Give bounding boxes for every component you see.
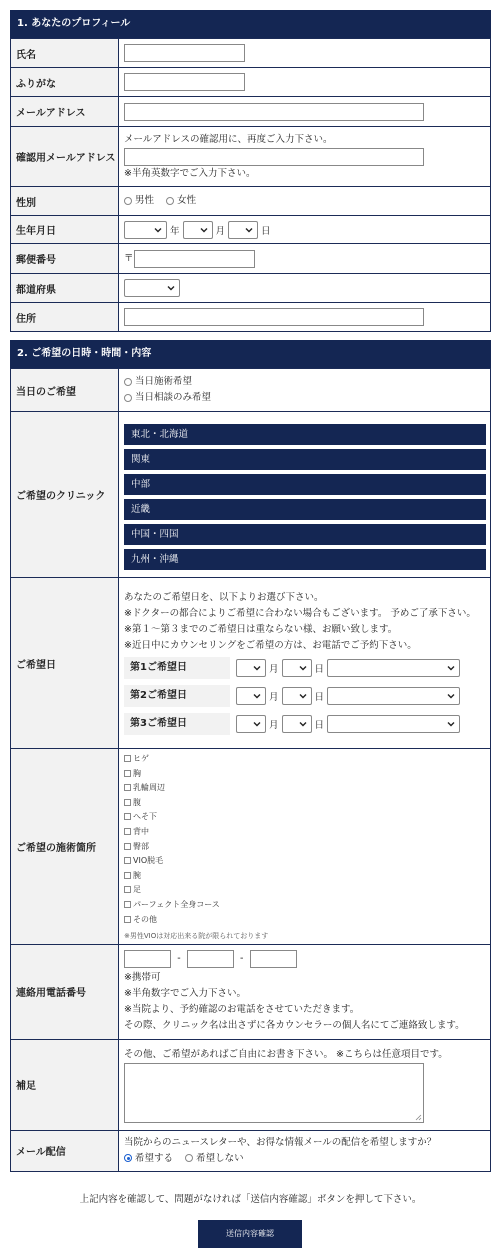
- chevron-down-icon: [166, 283, 176, 293]
- reservation-heading: 2. ご希望の日時・時間・内容: [10, 340, 491, 368]
- region-kyushu-okinawa[interactable]: 九州・沖縄: [124, 549, 486, 570]
- email-confirm-note2: ※半角英数字でご入力下さい。: [124, 167, 256, 179]
- chevron-down-icon: [446, 691, 456, 701]
- chevron-down-icon: [244, 225, 254, 235]
- date1-month-select[interactable]: [236, 659, 266, 677]
- date-row-2: [124, 682, 490, 710]
- area-checkbox[interactable]: [124, 857, 131, 864]
- day-unit: 日: [314, 720, 325, 731]
- phone-dash: -: [240, 953, 244, 965]
- date3-month-select[interactable]: [236, 715, 266, 733]
- date1-day-select[interactable]: [282, 659, 312, 677]
- year-unit: 年: [170, 225, 180, 237]
- area-item: [124, 825, 490, 840]
- profile-section: [10, 10, 491, 332]
- area-text: 腹: [133, 797, 141, 807]
- gender-female-radio[interactable]: [166, 197, 174, 205]
- reservation-section: [10, 340, 491, 1172]
- remarks-label: 補足: [11, 1039, 119, 1130]
- date2-day-select[interactable]: [282, 687, 312, 705]
- sameday-treatment-radio[interactable]: [124, 378, 132, 386]
- area-text: パーフェクト全身コース: [133, 899, 220, 909]
- date2-month-select[interactable]: [236, 687, 266, 705]
- area-checkbox[interactable]: [124, 916, 131, 923]
- area-note: ※男性VIOは対応出来る院が限られております: [124, 932, 269, 941]
- area-checkbox[interactable]: [124, 843, 131, 850]
- chevron-down-icon: [199, 225, 209, 235]
- area-checkbox[interactable]: [124, 828, 131, 835]
- chevron-down-icon: [298, 663, 308, 673]
- date-row-3: [124, 710, 490, 738]
- area-text: 臀部: [133, 841, 149, 851]
- profile-heading: 1. あなたのプロフィール: [10, 10, 491, 38]
- area-checkbox[interactable]: [124, 901, 131, 908]
- chevron-down-icon: [298, 719, 308, 729]
- mail-question: 当院からのニュースレターや、お得な情報メールの配信を希望しますか？: [124, 1136, 437, 1148]
- date-row-1: [124, 654, 490, 682]
- area-text: その他: [133, 914, 157, 924]
- sameday-opt2-text: 当日相談のみ希望: [135, 392, 212, 403]
- area-item: [124, 854, 490, 869]
- area-checkbox[interactable]: [124, 799, 131, 806]
- mail-yes-radio[interactable]: [124, 1154, 132, 1162]
- pref-select[interactable]: [124, 279, 180, 297]
- day-unit: 日: [314, 664, 325, 675]
- name-input[interactable]: [124, 44, 245, 62]
- reservation-table: [10, 368, 491, 1172]
- clinic-label: ご希望のクリニック: [11, 412, 119, 578]
- area-item: [124, 767, 490, 782]
- confirm-instruction: 上記内容を確認して、問題がなければ「送信内容確認」ボタンを押して下さい。: [79, 1194, 422, 1205]
- date-row-label: 第1ご希望日: [124, 657, 230, 679]
- gender-female-text: 女性: [177, 195, 197, 206]
- birth-label: 生年月日: [11, 216, 119, 244]
- area-item: [124, 752, 490, 767]
- area-item: [124, 869, 490, 884]
- phone-note: ※携帯可: [124, 971, 161, 983]
- date-note: ※第１～第３までのご希望日は重ならない様、お願い致します。: [124, 624, 398, 635]
- phone-dash: -: [177, 953, 181, 965]
- region-tohoku-hokkaido[interactable]: 東北・北海道: [124, 424, 486, 445]
- area-text: 足: [133, 885, 141, 895]
- phone-note: その際、クリニック名は出さずに各カウンセラーの個人名にてご連絡致します。: [124, 1019, 465, 1031]
- email-confirm-input[interactable]: [124, 148, 424, 166]
- chevron-down-icon: [252, 663, 262, 673]
- birth-day-select[interactable]: [228, 221, 258, 239]
- date3-time-select[interactable]: [327, 715, 460, 733]
- gender-male-radio[interactable]: [124, 197, 132, 205]
- date3-day-select[interactable]: [282, 715, 312, 733]
- area-checkbox[interactable]: [124, 784, 131, 791]
- area-item: [124, 781, 490, 796]
- chevron-down-icon: [252, 691, 262, 701]
- kana-input[interactable]: [124, 73, 245, 91]
- resize-handle-icon[interactable]: [415, 1114, 422, 1121]
- mail-no-text: 希望しない: [196, 1152, 244, 1164]
- date-note: あなたのご希望日を、以下よりお選び下さい。: [124, 592, 324, 603]
- area-item: [124, 796, 490, 811]
- region-chugoku-shikoku[interactable]: 中国・四国: [124, 524, 486, 545]
- sameday-consult-radio[interactable]: [124, 394, 132, 402]
- area-checkbox[interactable]: [124, 770, 131, 777]
- day-unit: 日: [314, 692, 325, 703]
- submit-confirm-button[interactable]: 送信内容確認: [198, 1220, 302, 1248]
- region-chubu[interactable]: 中部: [124, 474, 486, 495]
- remarks-textarea[interactable]: [124, 1063, 424, 1123]
- area-text: VIO脱毛: [133, 856, 164, 866]
- email-confirm-label: 確認用メールアドレス: [11, 127, 119, 187]
- address-input[interactable]: [124, 308, 424, 326]
- area-text: 背中: [133, 826, 149, 836]
- mail-label: メール配信: [11, 1130, 119, 1171]
- mail-no-radio[interactable]: [185, 1154, 193, 1162]
- area-text: 胸: [133, 768, 141, 778]
- date1-time-select[interactable]: [327, 659, 460, 677]
- email-confirm-note: メールアドレスの確認用に、再度ご入力下さい。: [124, 133, 333, 145]
- sameday-opt1-text: 当日施術希望: [135, 376, 193, 387]
- phone-input-1[interactable]: [124, 950, 171, 968]
- chevron-down-icon: [153, 225, 163, 235]
- chevron-down-icon: [298, 691, 308, 701]
- area-item: [124, 883, 490, 898]
- name-label: 氏名: [11, 39, 119, 68]
- pref-label: 都道府県: [11, 274, 119, 303]
- chevron-down-icon: [252, 719, 262, 729]
- phone-input-2[interactable]: [187, 950, 234, 968]
- postal-input[interactable]: [134, 250, 255, 268]
- email-input[interactable]: [124, 103, 424, 121]
- month-unit: 月: [269, 664, 279, 675]
- month-unit: 月: [269, 720, 279, 731]
- kana-label: ふりがな: [11, 68, 119, 97]
- day-unit: 日: [261, 225, 271, 237]
- gender-male-text: 男性: [135, 195, 155, 206]
- phone-note: ※半角数字でご入力下さい。: [124, 987, 246, 999]
- phone-label: 連絡用電話番号: [11, 944, 119, 1039]
- area-checkbox[interactable]: [124, 813, 131, 820]
- postal-label: 郵便番号: [11, 244, 119, 274]
- profile-table: [10, 38, 491, 332]
- date-note: ※近日中にカウンセリングをご希望の方は、お電話でご予約下さい。: [124, 640, 417, 651]
- birth-month-select[interactable]: [183, 221, 213, 239]
- chevron-down-icon: [446, 663, 456, 673]
- chevron-down-icon: [446, 719, 456, 729]
- address-label: 住所: [11, 303, 119, 332]
- area-item: [124, 840, 490, 855]
- email-label: メールアドレス: [11, 97, 119, 127]
- area-item: [124, 913, 490, 928]
- date-row-label: 第3ご希望日: [124, 713, 230, 735]
- area-text: ヒゲ: [133, 754, 149, 763]
- area-checkbox[interactable]: [124, 755, 131, 762]
- month-unit: 月: [215, 225, 226, 237]
- mail-yes-text: 希望する: [135, 1152, 174, 1164]
- area-checkbox[interactable]: [124, 886, 131, 893]
- phone-input-3[interactable]: [250, 950, 297, 968]
- area-text: へそ下: [133, 812, 157, 822]
- area-item: [124, 898, 490, 913]
- area-checkbox[interactable]: [124, 872, 131, 879]
- birth-year-select[interactable]: [124, 221, 167, 239]
- region-kinki[interactable]: 近畿: [124, 499, 486, 520]
- gender-label: 性別: [11, 187, 119, 216]
- date2-time-select[interactable]: [327, 687, 460, 705]
- sameday-label: 当日のご希望: [11, 369, 119, 412]
- remarks-note: その他、ご希望があればご自由にお書き下さい。 ※こちらは任意項目です。: [124, 1048, 448, 1060]
- area-text: 乳輪周辺: [133, 783, 165, 793]
- date-label: ご希望日: [11, 578, 119, 749]
- area-text: 腕: [133, 870, 141, 880]
- area-item: [124, 810, 490, 825]
- area-label: ご希望の施術箇所: [11, 749, 119, 945]
- region-kanto[interactable]: 関東: [124, 449, 486, 470]
- date-row-label: 第2ご希望日: [124, 685, 230, 707]
- phone-note: ※当院より、予約確認のお電話をさせていただきます。: [124, 1003, 360, 1015]
- postal-mark: 〒: [124, 252, 134, 264]
- month-unit: 月: [269, 692, 279, 703]
- date-note: ※ドクターの都合によりご希望に合わない場合もございます。 予めご了承下さい。: [124, 608, 476, 619]
